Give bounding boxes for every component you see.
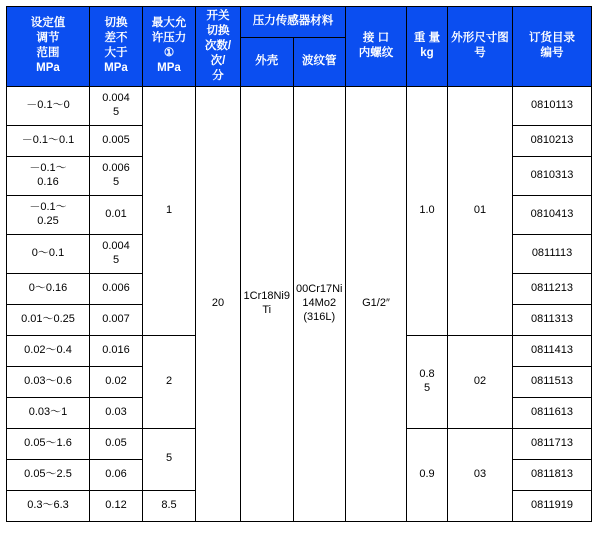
cell-setting-range: 0.05～1.6 — [7, 428, 90, 459]
cell-switch-differential: 0.007 — [90, 304, 143, 335]
header-bellows: 波纹管 — [293, 37, 346, 86]
cell-weight: 1.0 — [407, 86, 448, 335]
header-shell: 外壳 — [241, 37, 294, 86]
cell-switch-differential: 0.03 — [90, 397, 143, 428]
header-max-pressure-line-3: ① — [163, 47, 175, 60]
cell-setting-range: －0.1～ 0.16 — [7, 156, 90, 195]
cell-setting-range: 0.02～0.4 — [7, 335, 90, 366]
header-switch-frequency-line-1: 开关 — [206, 10, 230, 22]
header-weight-line-1: 重 量 — [413, 32, 441, 45]
cell-setting-range: －0.1～0 — [7, 86, 90, 125]
cell-switch-differential: 0.05 — [90, 428, 143, 459]
cell-setting-range: 0.03～0.6 — [7, 366, 90, 397]
header-switch-frequency-line-2: 切换 — [206, 24, 230, 37]
cell-bellows-material: 00Cr17Ni 14Mo2 (316L) — [293, 86, 346, 521]
cell-order-number: 0811413 — [513, 335, 592, 366]
header-max-pressure-line-4: MPa — [157, 62, 181, 75]
cell-dimension-drawing: 02 — [448, 335, 513, 428]
cell-dimension-drawing: 01 — [448, 86, 513, 335]
cell-setting-range: 0.05～2.5 — [7, 459, 90, 490]
cell-setting-range: 0～0.1 — [7, 234, 90, 273]
cell-shell-material: 1Cr18Ni9 Ti — [241, 86, 294, 521]
header-order-number-line-1: 订货目录 — [529, 32, 575, 45]
header-switch-differential-line-2: 差不 — [104, 32, 128, 45]
cell-switch-differential: 0.004 5 — [90, 234, 143, 273]
header-switch-differential-line-4: MPa — [104, 62, 128, 75]
cell-switch-differential: 0.004 5 — [90, 86, 143, 125]
header-switch-frequency-line-4: 次/ — [210, 54, 226, 67]
cell-setting-range: 0.3～6.3 — [7, 490, 90, 521]
header-connection-line-2: 内螺纹 — [358, 47, 394, 60]
header-dimension-drawing — [448, 7, 513, 87]
table-body — [7, 86, 592, 521]
header-order-number-line-2: 编号 — [540, 47, 564, 60]
cell-weight: 0.8 5 — [407, 335, 448, 428]
cell-switch-differential: 0.006 — [90, 273, 143, 304]
cell-setting-range: 0.03～1 — [7, 397, 90, 428]
header-switch-frequency-line-3: 次数/ — [204, 39, 232, 52]
header-max-pressure — [143, 7, 196, 87]
table-header — [7, 7, 592, 87]
cell-max-pressure: 8.5 — [143, 490, 196, 521]
header-switch-differential-line-1: 切换 — [104, 17, 128, 30]
header-sensor-material: 压力传感器材料 — [241, 7, 346, 38]
cell-setting-range: 0～0.16 — [7, 273, 90, 304]
cell-switch-frequency: 20 — [196, 86, 241, 521]
cell-order-number: 0811513 — [513, 366, 592, 397]
cell-order-number: 0811713 — [513, 428, 592, 459]
cell-order-number: 0810413 — [513, 195, 592, 234]
cell-switch-differential: 0.005 — [90, 125, 143, 156]
cell-switch-differential: 0.006 5 — [90, 156, 143, 195]
cell-max-pressure: 5 — [143, 428, 196, 490]
header-connection — [346, 7, 407, 87]
cell-order-number: 0811213 — [513, 273, 592, 304]
header-dimension-drawing-line-1: 外形尺寸图 — [451, 32, 509, 45]
cell-order-number: 0811613 — [513, 397, 592, 428]
header-order-number — [513, 7, 592, 87]
cell-order-number: 0810213 — [513, 125, 592, 156]
header-switch-frequency-line-5: 分 — [212, 69, 224, 82]
cell-setting-range: －0.1～ 0.25 — [7, 195, 90, 234]
header-connection-line-1: 接 口 — [362, 32, 390, 45]
header-setting-range-line-1: 设定值 — [30, 17, 66, 30]
cell-switch-differential: 0.06 — [90, 459, 143, 490]
cell-max-pressure: 2 — [143, 335, 196, 428]
cell-setting-range: －0.1～0.1 — [7, 125, 90, 156]
header-max-pressure-line-2: 许压力 — [151, 32, 187, 45]
cell-connection: G1/2″ — [346, 86, 407, 521]
cell-weight: 0.9 — [407, 428, 448, 521]
header-weight-line-2: kg — [420, 47, 434, 60]
cell-switch-differential: 0.01 — [90, 195, 143, 234]
cell-order-number: 0811813 — [513, 459, 592, 490]
table-row — [7, 86, 592, 125]
cell-max-pressure: 1 — [143, 86, 196, 335]
header-setting-range-line-2: 调节 — [36, 32, 60, 45]
header-setting-range-line-4: MPa — [36, 62, 60, 75]
header-dimension-drawing-line-2: 号 — [474, 47, 486, 60]
cell-order-number: 0811313 — [513, 304, 592, 335]
header-max-pressure-line-1: 最大允 — [151, 17, 187, 30]
cell-order-number: 0810313 — [513, 156, 592, 195]
cell-switch-differential: 0.12 — [90, 490, 143, 521]
header-switch-differential — [90, 7, 143, 87]
cell-setting-range: 0.01～0.25 — [7, 304, 90, 335]
header-weight — [407, 7, 448, 87]
header-switch-differential-line-3: 大于 — [104, 47, 128, 60]
header-setting-range-line-3: 范围 — [36, 47, 60, 60]
header-switch-frequency — [196, 7, 241, 87]
cell-order-number: 0811113 — [513, 234, 592, 273]
cell-switch-differential: 0.02 — [90, 366, 143, 397]
header-setting-range — [7, 7, 90, 87]
header-row-primary — [7, 7, 592, 38]
cell-order-number: 0811919 — [513, 490, 592, 521]
cell-order-number: 0810113 — [513, 86, 592, 125]
specification-table — [6, 6, 592, 522]
cell-dimension-drawing: 03 — [448, 428, 513, 521]
cell-switch-differential: 0.016 — [90, 335, 143, 366]
